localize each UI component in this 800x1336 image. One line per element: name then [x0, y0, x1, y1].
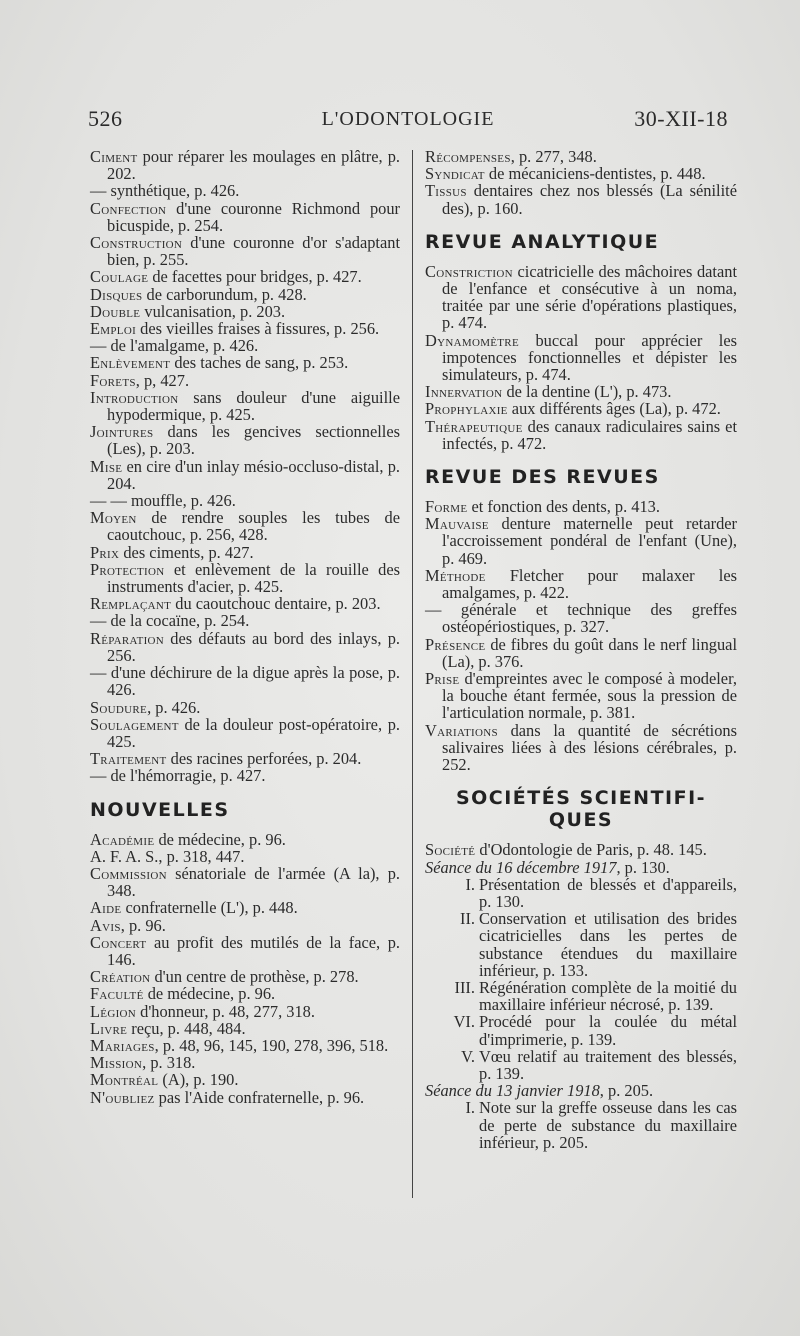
- entry-keyword: Jointures: [90, 422, 154, 442]
- entry-keyword: Mission: [90, 1053, 143, 1073]
- entry-keyword: Présence: [425, 634, 486, 654]
- entry-text: cicatricielle des mâchoires datant de l'enfance et consécutive à un noma, traitée par une série d'opérations plastiques, p. 474.: [442, 261, 737, 333]
- entry-keyword: Mariages: [90, 1035, 155, 1055]
- index-entry: [90, 509, 400, 543]
- index-list: [425, 148, 737, 217]
- entry-text: de la douleur post-opératoire, p. 425.: [107, 714, 400, 751]
- seance-heading: [425, 859, 737, 876]
- index-entry: [90, 458, 400, 492]
- index-entry: [90, 1089, 400, 1106]
- index-entry: [90, 492, 400, 509]
- entry-keyword: Mise: [90, 456, 123, 476]
- index-entry: [425, 841, 737, 858]
- index-entry: [90, 561, 400, 595]
- seance-item: [425, 1048, 737, 1082]
- entry-text: pour réparer les moulages en plâtre, p. 202.: [107, 147, 400, 184]
- entry-keyword: Prix: [90, 542, 120, 562]
- index-entry: [90, 699, 400, 716]
- entry-text: — synthétique, p. 426.: [90, 181, 240, 201]
- entry-keyword: Commission: [90, 863, 167, 883]
- seance-items: [425, 876, 737, 1082]
- index-list-revue-des-revues: [425, 498, 737, 773]
- entry-text: pas l'Aide confraternelle, p. 96.: [154, 1087, 365, 1107]
- item-number: V.: [461, 1046, 475, 1066]
- section-heading-line: SOCIÉTÉS SCIENTIFI-: [455, 787, 707, 810]
- entry-keyword: Ciment: [90, 147, 138, 166]
- item-text: Conservation et utilisation des brides cicatricielles dans les pertes de substance étendues du maxillaire inférieur, p. 133.: [479, 909, 737, 980]
- entry-text: — générale et technique des greffes ostéopériostiques, p. 327.: [425, 600, 737, 637]
- index-entry: [90, 848, 400, 865]
- page-header: [88, 106, 728, 142]
- index-entry: [425, 636, 737, 670]
- seance-item: [425, 979, 737, 1013]
- entry-text: — d'une déchirure de la digue après la pose, p. 426.: [90, 663, 400, 700]
- entry-keyword: Mauvaise: [425, 514, 489, 534]
- entry-text: (A), p. 190.: [158, 1070, 239, 1090]
- entry-keyword: Double: [90, 301, 141, 321]
- entry-keyword: Confection: [90, 198, 167, 218]
- seance-label: Séance du 16 décembre 1917: [425, 857, 617, 877]
- entry-keyword: Moyen: [90, 508, 137, 528]
- entry-text: dans la quantité de sécrétions salivaires liées à des lésions cérébrales, p. 252.: [442, 720, 737, 775]
- entry-keyword: Réparation: [90, 628, 165, 648]
- right-column: [425, 148, 737, 1151]
- entry-keyword: Académie: [90, 829, 155, 849]
- section-heading-nouvelles: NOUVELLES: [90, 798, 230, 821]
- entry-keyword: Syndicat: [425, 164, 485, 184]
- index-entry: [90, 182, 400, 199]
- index-entry: [90, 831, 400, 848]
- index-entry: [425, 263, 737, 332]
- entry-text: au profit des mutilés de la face, p. 146.: [107, 932, 400, 969]
- entry-text: dentaires chez nos blessés (La sénilité des), p. 160.: [442, 181, 737, 218]
- entry-keyword: Emploi: [90, 319, 137, 339]
- item-number: II.: [459, 909, 475, 929]
- index-entry: [90, 767, 400, 784]
- entry-text: sans douleur d'une aiguille hypodermique, p. 425.: [107, 387, 400, 425]
- index-entry: [90, 372, 400, 389]
- entry-text: denture maternelle peut retarder l'accroissement pondéral de l'enfant (Une), p. 469.: [442, 514, 737, 568]
- entry-keyword: Introduction: [90, 387, 179, 407]
- section-heading-revue-des-revues: REVUE DES REVUES: [425, 466, 660, 489]
- entry-keyword: Méthode: [425, 565, 486, 585]
- index-entry: [90, 1003, 400, 1020]
- entry-text: et enlèvement de la rouille des instruments d'acier, p. 425.: [107, 559, 400, 597]
- left-column: [90, 148, 400, 1106]
- entry-keyword: Remplaçant: [90, 594, 172, 614]
- issue-date: 30-XII-18: [634, 106, 728, 131]
- entry-text: des taches de sang, p. 253.: [170, 353, 349, 373]
- entry-text: d'une couronne Richmond pour bicuspide, p. 254.: [107, 198, 400, 235]
- entry-keyword: Constriction: [425, 261, 513, 281]
- item-text: Note sur la greffe osseuse dans les cas de perte de substance du maxillaire inférieur, p. 205.: [479, 1098, 737, 1152]
- entry-keyword: Concert: [90, 932, 147, 952]
- entry-keyword: Montréal: [90, 1070, 159, 1090]
- seance-item: [425, 910, 737, 979]
- entry-text: d'un centre de prothèse, p. 278.: [150, 967, 359, 987]
- item-text: Présentation de blessés et d'appareils, p. 130.: [479, 874, 737, 911]
- column-divider: [412, 150, 413, 1198]
- entry-keyword: Enlèvement: [90, 353, 171, 373]
- entry-text: d'honneur, p. 48, 277, 318.: [136, 1001, 315, 1021]
- entry-keyword: Soulagement: [90, 714, 179, 734]
- index-entry: [90, 303, 400, 320]
- seance-item: [425, 876, 737, 910]
- entry-keyword: Coulage: [90, 267, 149, 287]
- page-number: 526: [88, 106, 123, 131]
- seance-items: [425, 1099, 737, 1151]
- index-entry: [425, 670, 737, 722]
- index-entry: [90, 286, 400, 303]
- entry-keyword: Soudure: [90, 697, 148, 717]
- entry-text: — de l'hémorragie, p. 427.: [90, 766, 266, 786]
- entry-keyword: Société: [425, 840, 476, 860]
- item-text: Procédé pour la coulée du métal d'imprimerie, p. 139.: [479, 1012, 737, 1049]
- entry-keyword: Aide: [90, 898, 122, 918]
- index-entry: [90, 750, 400, 767]
- seance-item: [425, 1013, 737, 1047]
- index-entry: [90, 1037, 400, 1054]
- entry-keyword: Variations: [425, 720, 498, 740]
- seance-page: , p. 205.: [599, 1081, 654, 1101]
- entry-text: dans les gencives sectionnelles (Les), p. 203.: [107, 422, 400, 459]
- entry-text: , p. 48, 96, 145, 190, 278, 396, 518.: [154, 1035, 389, 1055]
- item-number: I.: [465, 1098, 475, 1118]
- section-heading-societes-scientifiques: [425, 787, 737, 831]
- index-entry: [425, 601, 737, 635]
- entry-keyword: Dynamomètre: [425, 330, 519, 350]
- index-entry: [90, 716, 400, 750]
- index-entry: [90, 268, 400, 285]
- entry-text: de facettes pour bridges, p. 427.: [148, 267, 362, 287]
- entry-text: — de l'amalgame, p. 426.: [90, 336, 259, 356]
- index-entry: [90, 664, 400, 698]
- index-entry: [425, 182, 737, 216]
- entry-keyword: Avis: [90, 915, 121, 935]
- entry-text: , p. 318.: [142, 1053, 196, 1073]
- entry-text: Fletcher pour malaxer les amalgames, p. 422.: [442, 565, 737, 603]
- index-entry: [425, 722, 737, 774]
- entry-text: des vieilles fraises à fissures, p. 256.: [136, 319, 380, 339]
- entry-text: de rendre souples les tubes de caoutchouc, p. 256, 428.: [107, 508, 400, 545]
- index-entry: [90, 389, 400, 423]
- index-entry: [90, 595, 400, 612]
- journal-title: L'ODONTOLOGIE: [321, 108, 495, 130]
- entry-keyword: Faculté: [90, 984, 144, 1004]
- entry-keyword: Construction: [90, 233, 183, 253]
- entry-keyword: Thérapeutique: [425, 416, 523, 436]
- entry-text: A. F. A. S., p. 318, 447.: [90, 846, 245, 866]
- entry-text: confraternelle (L'), p. 448.: [121, 898, 298, 918]
- entry-text: de médecine, p. 96.: [143, 984, 276, 1004]
- index-list: [90, 148, 400, 785]
- entry-text: des ciments, p. 427.: [119, 542, 254, 562]
- section-heading-revue-analytique: REVUE ANALYTIQUE: [425, 230, 660, 253]
- entry-text: de fibres du goût dans le nerf lingual (La), p. 376.: [442, 634, 737, 671]
- entry-keyword: Tissus: [425, 181, 467, 201]
- index-entry: [90, 148, 400, 182]
- entry-keyword: Prophylaxie: [425, 399, 508, 419]
- index-list-nouvelles: [90, 831, 400, 1106]
- entry-text: — de la cocaïne, p. 254.: [90, 611, 250, 631]
- index-entry: [90, 865, 400, 899]
- index-entry: [90, 985, 400, 1002]
- entry-text: de carborundum, p. 428.: [142, 284, 307, 304]
- entry-text: buccal pour apprécier les impotences fonctionnelles et dépister les simulateurs, p. 474.: [442, 330, 737, 385]
- entry-keyword: Livre: [90, 1018, 128, 1038]
- entry-keyword: N'oubliez: [90, 1087, 155, 1107]
- index-entry: [90, 612, 400, 629]
- entry-keyword: Prise: [425, 669, 460, 689]
- index-entry: [425, 383, 737, 400]
- item-text: Vœu relatif au traitement des blessés, p. 139.: [479, 1046, 737, 1083]
- index-entry: [90, 917, 400, 934]
- entry-text: sénatoriale de l'armée (A la), p. 348.: [107, 863, 400, 901]
- seance-heading: [425, 1082, 737, 1099]
- index-entry: [90, 234, 400, 268]
- entry-text: des racines perforées, p. 204.: [166, 749, 362, 769]
- index-entry: [425, 418, 737, 452]
- index-entry: [90, 899, 400, 916]
- entry-text: de la dentine (L'), p. 473.: [502, 382, 672, 402]
- entry-text: des canaux radiculaires sains et infectés, p. 472.: [442, 416, 737, 453]
- entry-text: du caoutchouc dentaire, p. 203.: [171, 594, 381, 614]
- index-entry: [90, 544, 400, 561]
- seance-page: , p. 130.: [616, 857, 670, 877]
- index-entry: [90, 1054, 400, 1071]
- index-entry: [90, 200, 400, 234]
- entry-keyword: Traitement: [90, 749, 167, 769]
- entry-text: , p. 277, 348.: [510, 147, 597, 166]
- entry-keyword: Légion: [90, 1001, 137, 1021]
- seance-label: Séance du 13 janvier 1918: [425, 1081, 600, 1101]
- seance-item: [425, 1099, 737, 1151]
- entry-text: aux différents âges (La), p. 472.: [507, 399, 721, 419]
- entry-keyword: Forme: [425, 497, 468, 517]
- index-entry: [90, 320, 400, 337]
- entry-text: reçu, p. 448, 484.: [127, 1018, 246, 1038]
- index-entry: [425, 400, 737, 417]
- entry-keyword: Disques: [90, 284, 143, 304]
- item-text: Régénération complète de la moitié du maxillaire inférieur nécrosé, p. 139.: [479, 977, 737, 1015]
- item-number: VI.: [453, 1012, 475, 1032]
- index-entry: [425, 498, 737, 515]
- index-entry: [425, 148, 737, 165]
- entry-text: de médecine, p. 96.: [154, 829, 286, 849]
- index-list-revue-analytique: [425, 263, 737, 452]
- index-entry: [90, 1071, 400, 1088]
- entry-text: , p, 427.: [135, 370, 190, 390]
- index-entry: [90, 337, 400, 354]
- entry-text: vulcanisation, p. 203.: [140, 301, 286, 321]
- item-number: III.: [454, 977, 475, 997]
- entry-text: d'une couronne d'or s'adaptant bien, p. 255.: [107, 233, 400, 270]
- entry-text: , p. 96.: [120, 915, 166, 935]
- index-entry: [90, 354, 400, 371]
- entry-text: , p. 426.: [147, 697, 201, 717]
- entry-text: en cire d'un inlay mésio-occluso-distal, p. 204.: [107, 456, 400, 493]
- index-entry: [425, 165, 737, 182]
- index-entry: [90, 1020, 400, 1037]
- index-entry: [425, 332, 737, 384]
- index-entry: [90, 968, 400, 985]
- index-entry: [90, 934, 400, 968]
- index-entry: [425, 567, 737, 601]
- section-heading-line: QUES: [548, 809, 614, 832]
- entry-text: d'Odontologie de Paris, p. 48. 145.: [475, 840, 707, 860]
- item-number: I.: [465, 874, 475, 894]
- entry-text: de mécaniciens-dentistes, p. 448.: [484, 164, 706, 184]
- index-entry: [425, 515, 737, 567]
- index-entry: [90, 630, 400, 664]
- entry-text: des défauts au bord des inlays, p. 256.: [107, 628, 400, 665]
- entry-text: et fonction des dents, p. 413.: [467, 497, 660, 517]
- entry-keyword: Forets: [90, 370, 136, 390]
- entry-keyword: Innervation: [425, 382, 503, 402]
- entry-text: d'empreintes avec le composé à modeler, la bouche étant fermée, sous la pression de l'articulation normale, p. 381.: [442, 669, 737, 723]
- index-entry: [90, 423, 400, 457]
- entry-keyword: Création: [90, 967, 151, 987]
- entry-keyword: Récompenses: [425, 147, 511, 166]
- entry-text: — — mouffle, p. 426.: [90, 491, 236, 511]
- entry-keyword: Protection: [90, 559, 165, 579]
